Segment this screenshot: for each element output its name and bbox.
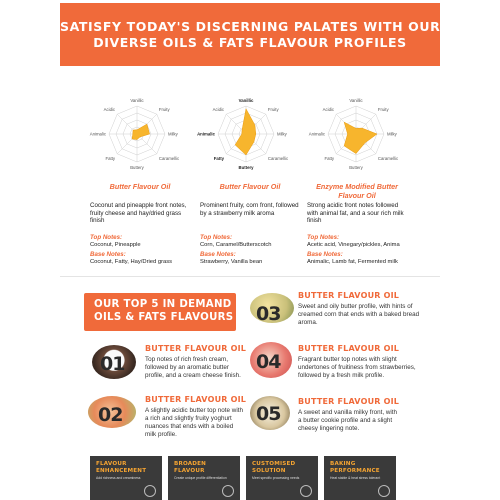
top-notes-label: Top Notes:	[307, 234, 340, 241]
flask-icon	[222, 485, 234, 497]
profile-column-2	[200, 182, 300, 268]
radar-axis-label: Fruity	[158, 107, 170, 113]
item-text: Top notes of rich fresh cream, followed by an aromatic butter profile, and a cream cheese finish.	[145, 356, 241, 379]
card-title-1: BROADEN	[174, 461, 207, 467]
header-banner	[60, 3, 440, 66]
radar-axis-label: Caramellic	[267, 155, 289, 161]
base-notes-label: Base Notes:	[200, 251, 236, 258]
base-notes: Animalic, Lamb fat, Fermented milk	[307, 259, 398, 265]
profile-title: Butter Flavour Oil	[219, 182, 281, 191]
card-title-1: BAKING	[330, 461, 356, 467]
top5-item-01	[145, 344, 245, 380]
top5-item-02	[145, 395, 247, 439]
profile-column-3	[307, 182, 407, 268]
item-title: BUTTER FLAVOUR OIL	[145, 344, 247, 353]
item-number-03: 03	[256, 303, 281, 325]
banner-line-1: SATISFY TODAY'S DISCERNING PALATES WITH OUR	[60, 19, 441, 34]
profile-description: Prominent fruity, corn front, followed by a strawberry milk aroma	[200, 202, 299, 217]
card-title-1: FLAVOUR	[96, 461, 127, 467]
radar-axis-label: Fruity	[377, 107, 389, 113]
radar-axis-label: Animalic	[197, 131, 215, 137]
card-title-2: SOLUTION	[252, 467, 286, 474]
radar-chart-1	[87, 93, 187, 173]
base-notes: Strawberry, Vanilla bean	[200, 259, 263, 265]
benefit-card-flavour-enhancement	[90, 456, 162, 500]
benefit-card-broaden-flavour	[168, 456, 240, 500]
gear-icon	[300, 485, 312, 497]
item-title: BUTTER FLAVOUR OIL	[145, 395, 247, 404]
top-notes: Corn, Caramel/Butterscotch	[200, 242, 272, 248]
top-notes-label: Top Notes:	[200, 234, 233, 241]
radar-chart-3	[306, 93, 406, 173]
item-text: A sweet and vanilla milky front, with a butter cookie profile and a slight cheesy lingering note.	[298, 409, 398, 432]
base-notes: Coconut, Fatty, Hay/Dried grass	[90, 259, 173, 265]
radar-axis-label: Caramellic	[377, 155, 399, 161]
card-title-2: PERFORMANCE	[330, 467, 380, 474]
item-title: BUTTER FLAVOUR OIL	[298, 344, 400, 353]
radar-axis-label: Acidic	[103, 107, 116, 113]
radar-data-area	[344, 122, 377, 153]
top-notes-label: Top Notes:	[90, 234, 123, 241]
item-text: A slightly acidic butter top note with a rich and slightly fruity yoghurt nuances that ends with a boiled milk profile.	[145, 407, 244, 438]
radar-axis-label: Fatty	[105, 155, 116, 161]
card-title-1: CUSTOMISED	[252, 461, 296, 467]
top5-item-05	[298, 397, 398, 433]
profile-title: Butter Flavour Oil	[109, 182, 171, 191]
radar-axis-label: Milky	[168, 131, 178, 137]
card-subtitle: Heat stable & heat stress tolerant	[330, 476, 381, 481]
top5-line-1: OUR TOP 5 IN DEMAND	[94, 299, 232, 310]
radar-axis-label: Fatty	[213, 155, 225, 161]
item-text: Fragrant butter top notes with slight undertones of fruitiness from strawberries, followed by a fresh milk profile.	[298, 356, 416, 379]
radar-data-area	[132, 124, 150, 139]
card-subtitle: Meet specific processing needs	[252, 476, 300, 481]
profile-title: Enzyme Modified Butter Flavour Oil	[316, 182, 398, 200]
radar-axis-label: Milky	[387, 131, 397, 137]
radar-axis-label: Vanillic	[238, 98, 254, 103]
radar-axis-label: Vanillic	[130, 98, 144, 103]
section-divider	[60, 276, 440, 277]
card-subtitle: Create unique profile differentiation	[174, 476, 227, 481]
radar-axis-label: Acidic	[212, 107, 225, 113]
banner-line-2: DIVERSE OILS & FATS FLAVOUR PROFILES	[93, 35, 407, 50]
top-notes: Coconut, Pineapple	[90, 242, 141, 248]
top-notes: Acetic acid, Vinegary/pickles, Anima	[307, 242, 400, 248]
top5-line-2: OILS & FATS FLAVOURS	[94, 312, 234, 323]
profile-description: Strong acidic front notes followed with animal fat, and a sour rich milk finish	[307, 202, 404, 225]
base-notes-label: Base Notes:	[90, 251, 126, 258]
radar-axis-label: Caramellic	[158, 155, 180, 161]
item-number-02: 02	[98, 404, 123, 426]
radar-axis-label: Vanillic	[349, 98, 363, 103]
radar-axis-label: Milky	[277, 131, 287, 137]
item-title: BUTTER FLAVOUR OIL	[298, 291, 400, 300]
top5-item-04	[298, 344, 424, 380]
thermometer-icon	[378, 485, 390, 497]
card-subtitle: Add richness and creaminess	[96, 476, 141, 481]
profile-column-1	[90, 182, 190, 268]
radar-axis-label: Acidic	[322, 107, 335, 113]
radar-axis-label: Animalic	[308, 131, 325, 137]
card-title-2: ENHANCEMENT	[96, 467, 147, 474]
radar-axis-label: Fruity	[267, 107, 279, 113]
benefit-card-baking-performance	[324, 456, 396, 500]
radar-axis-label: Buttery	[349, 165, 363, 170]
item-text: Sweet and oily butter profile, with hints of creamed corn that ends with a baked bread aroma.	[298, 303, 420, 326]
base-notes-label: Base Notes:	[307, 251, 343, 258]
benefit-card-customised-solution	[246, 456, 318, 500]
item-number-01: 01	[100, 353, 125, 375]
card-title-2: FLAVOUR	[174, 467, 205, 474]
top5-item-03	[298, 291, 428, 327]
radar-chart-2	[196, 93, 296, 173]
item-number-05: 05	[256, 403, 281, 425]
radar-axis-label: Animalic	[89, 131, 106, 137]
radar-axis-label: Buttery	[238, 165, 254, 170]
knife-icon	[144, 485, 156, 497]
item-title: BUTTER FLAVOUR OIL	[298, 397, 400, 406]
top5-heading	[84, 293, 236, 331]
item-number-04: 04	[256, 351, 281, 373]
radar-axis-label: Fatty	[324, 155, 335, 161]
radar-axis-label: Buttery	[130, 165, 144, 170]
profile-description: Coconut and pineapple front notes, fruity cheese and hay/dried grass finish	[90, 202, 187, 225]
